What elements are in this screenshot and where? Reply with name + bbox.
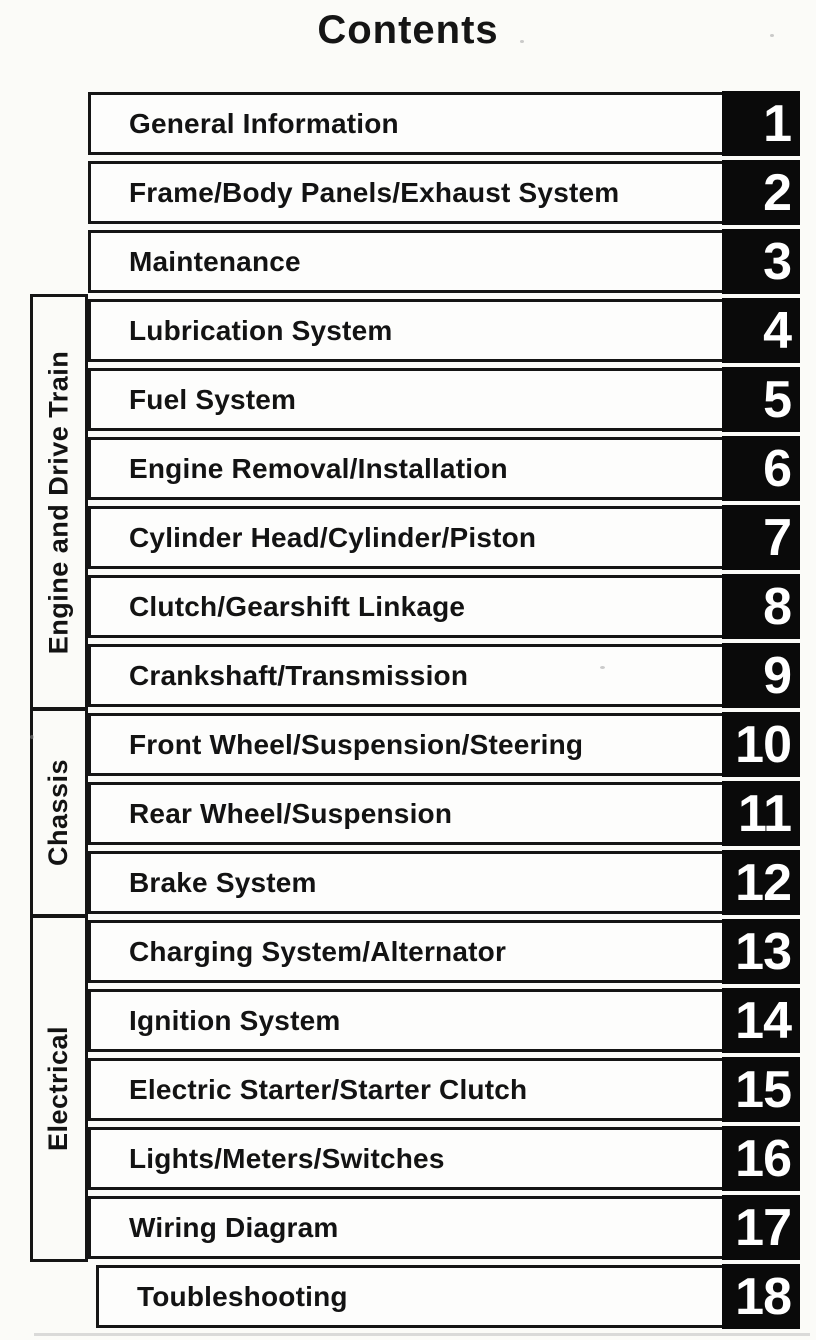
chapter-title: Lights/Meters/Switches: [129, 1142, 445, 1174]
chapter-title: Crankshaft/Transmission: [129, 659, 469, 691]
scan-speck: [600, 666, 605, 669]
toc-row-12: [88, 851, 800, 914]
scan-bottom-edge: [34, 1333, 810, 1336]
section-front-matter: [88, 92, 800, 293]
group-label-box: [30, 294, 88, 710]
toc-row-2: [88, 161, 800, 224]
chapter-title: Engine Removal/Installation: [129, 452, 508, 484]
chapter-title: Toubleshooting: [137, 1280, 348, 1312]
chapter-title: Charging System/Alternator: [129, 935, 507, 967]
toc-row-6: [88, 437, 800, 500]
chapter-number-badge: 8: [722, 574, 800, 639]
toc-row-7: [88, 506, 800, 569]
chapter-number-badge: 14: [722, 988, 800, 1053]
section-back-matter: [88, 1265, 800, 1328]
toc-row-16: [88, 1127, 800, 1190]
section-chassis: [43, 713, 800, 914]
chapter-number-badge: 5: [722, 367, 800, 432]
chapter-number-badge: 9: [722, 643, 800, 708]
toc-row-5: [88, 368, 800, 431]
chapter-title: Brake System: [129, 866, 317, 898]
chapter-title: Ignition System: [129, 1004, 341, 1036]
chapter-title: Frame/Body Panels/Exhaust System: [129, 176, 620, 208]
section-engine-and-drive-train: [43, 299, 800, 707]
group-label-box: [30, 915, 88, 1262]
toc-row-13: [88, 920, 800, 983]
chapter-title: General Information: [129, 107, 399, 139]
chapter-title: Clutch/Gearshift Linkage: [129, 590, 466, 622]
chapter-title: Electric Starter/Starter Clutch: [129, 1073, 528, 1105]
scan-speck: [770, 34, 774, 37]
chapter-title: Lubrication System: [129, 314, 393, 346]
toc-row-3: [88, 230, 800, 293]
section-electrical: [43, 920, 800, 1259]
chapter-title: Rear Wheel/Suspension: [129, 797, 453, 829]
toc-row-4: [88, 299, 800, 362]
chapter-number-badge: 6: [722, 436, 800, 501]
chapter-number-badge: 15: [722, 1057, 800, 1122]
toc-row-10: [88, 713, 800, 776]
toc-list: [43, 92, 800, 1334]
toc-row-17: [88, 1196, 800, 1259]
chapter-title: Wiring Diagram: [129, 1211, 339, 1243]
chapter-number-badge: 11: [722, 781, 800, 846]
chapter-number-badge: 13: [722, 919, 800, 984]
chapter-title: Maintenance: [129, 245, 301, 277]
chapter-title: Front Wheel/Suspension/Steering: [129, 728, 584, 760]
chapter-number-badge: 12: [722, 850, 800, 915]
toc-row-15: [88, 1058, 800, 1121]
chapter-number-badge: 7: [722, 505, 800, 570]
toc-row-1: [88, 92, 800, 155]
chapter-number-badge: 18: [722, 1264, 800, 1329]
chapter-number-badge: 4: [722, 298, 800, 363]
chapter-number-badge: 2: [722, 160, 800, 225]
page-title: Contents: [317, 8, 499, 52]
chapter-title: Fuel System: [129, 383, 297, 415]
chapter-number-badge: 3: [722, 229, 800, 294]
scan-speck: [520, 40, 524, 43]
group-label: Chassis: [43, 758, 74, 867]
toc-row-9: [88, 644, 800, 707]
toc-row-14: [88, 989, 800, 1052]
toc-row-11: [88, 782, 800, 845]
toc-row-8: [88, 575, 800, 638]
chapter-title: Cylinder Head/Cylinder/Piston: [129, 521, 537, 553]
chapter-number-badge: 17: [722, 1195, 800, 1260]
chapter-number-badge: 1: [722, 91, 800, 156]
group-label: Electrical: [43, 1025, 74, 1152]
chapter-number-badge: 16: [722, 1126, 800, 1191]
chapter-number-badge: 10: [722, 712, 800, 777]
group-label: Engine and Drive Train: [43, 350, 74, 654]
toc-row-18: [96, 1265, 800, 1328]
scan-speck: [30, 735, 34, 739]
group-label-box: [30, 708, 88, 917]
